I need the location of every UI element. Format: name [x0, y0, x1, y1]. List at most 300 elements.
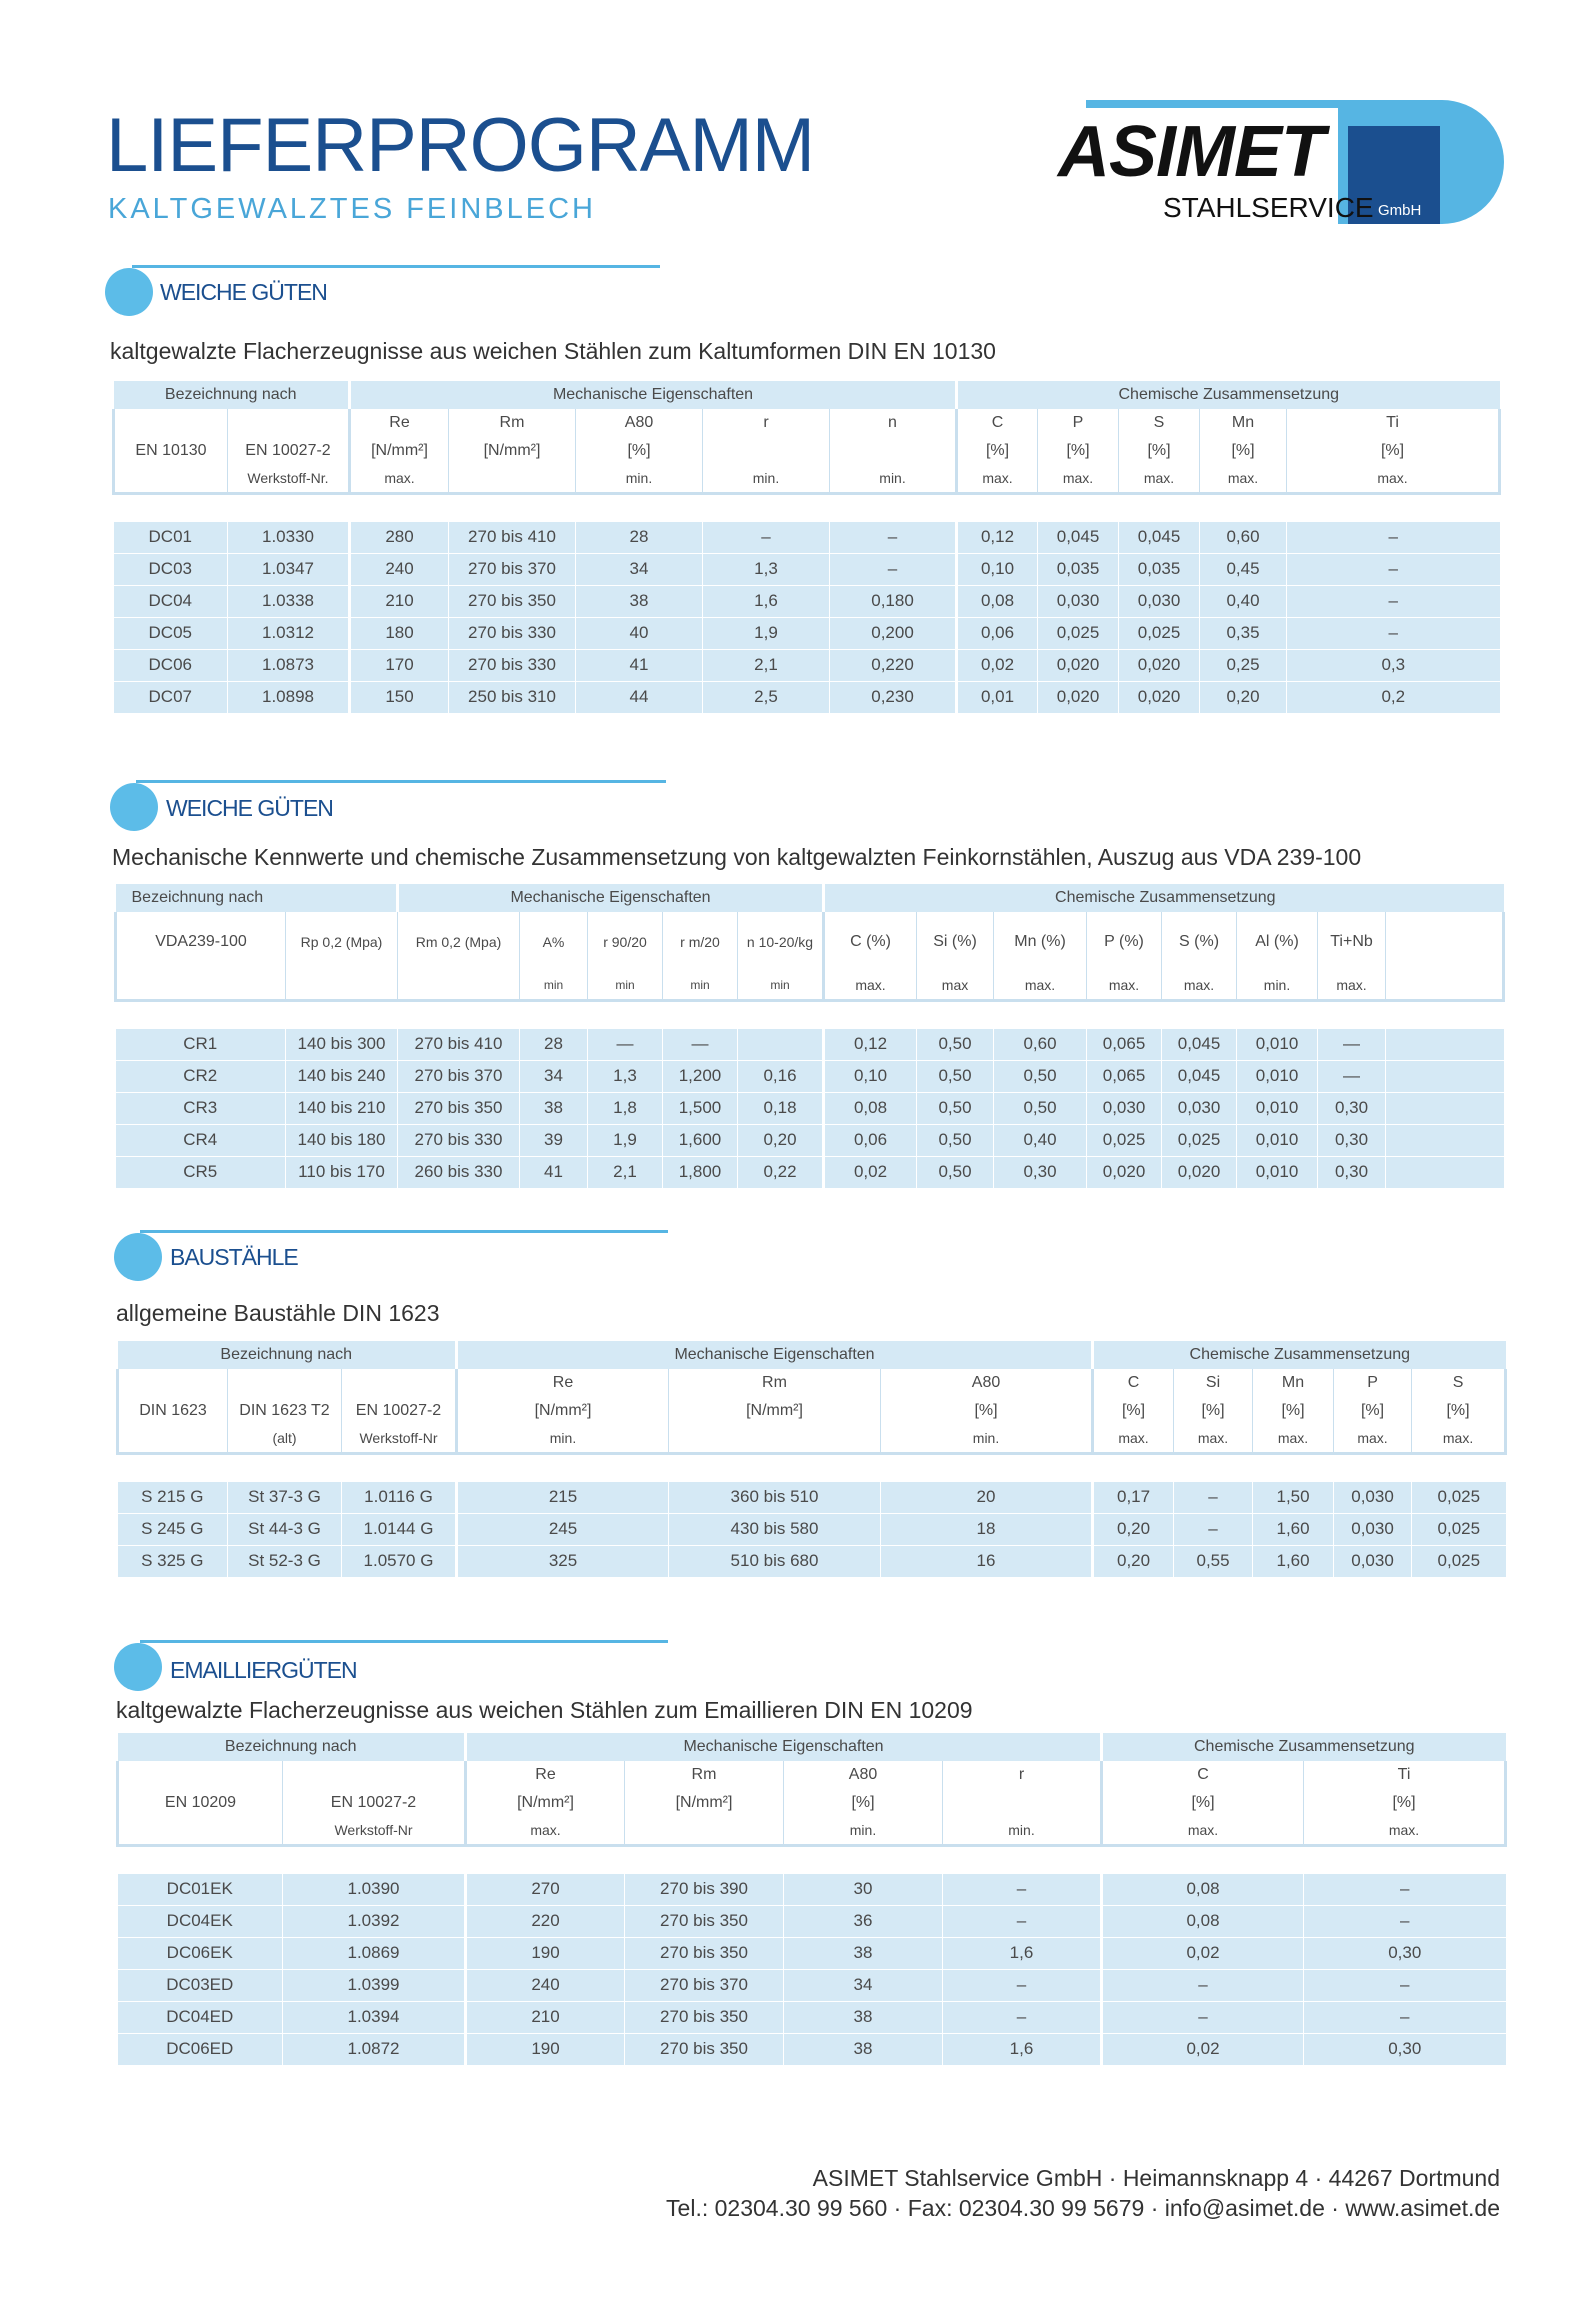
- table-cell: 18: [881, 1513, 1093, 1545]
- section-rule: [140, 1640, 668, 1643]
- table-row: [116, 1028, 1504, 1060]
- table-cell: 270 bis 370: [625, 1969, 784, 2001]
- page-subtitle: KALTGEWALZTES FEINBLECH: [108, 193, 596, 225]
- header-cell: [%]: [1334, 1397, 1412, 1425]
- header-cell: [943, 1789, 1102, 1817]
- table-row: [114, 585, 1500, 617]
- table-cell: 245: [457, 1513, 669, 1545]
- table-gap: [116, 1000, 1504, 1028]
- table-cell: 0,60: [1200, 521, 1287, 553]
- table-cell: 190: [466, 2033, 625, 2065]
- group-mechanisch: Mechanische Eigenschaften: [466, 1733, 1102, 1761]
- table-cell: 140 bis 240: [286, 1060, 398, 1092]
- header-cell: Rm: [669, 1369, 881, 1397]
- table-cell: DC06: [114, 649, 228, 681]
- table-cell: 1.0570 G: [342, 1545, 457, 1577]
- header-cell: [%]: [576, 437, 703, 465]
- header-cell: [118, 1761, 283, 1789]
- table-cell: DC04ED: [118, 2001, 283, 2033]
- table-cell: 0,030: [1038, 585, 1119, 617]
- table-baustaehle-din1623: [116, 1341, 1507, 1577]
- table-row: [116, 1156, 1504, 1188]
- table-cell: 215: [457, 1481, 669, 1513]
- group-chemisch: Chemische Zusammensetzung: [824, 884, 1504, 912]
- header-cell: Ti: [1287, 409, 1500, 437]
- header-cell: min.: [943, 1817, 1102, 1845]
- header-cell: [%]: [1304, 1789, 1506, 1817]
- table-cell: 0,045: [1119, 521, 1200, 553]
- table-row: [114, 553, 1500, 585]
- table-weiche-gueten-en10130: [112, 381, 1501, 713]
- header-cell: C: [1093, 1369, 1174, 1397]
- header-cell: Rm 0,2 (Mpa): [398, 912, 520, 972]
- header-cell: EN 10130: [114, 437, 228, 465]
- table-cell: 1.0338: [228, 585, 350, 617]
- table-cell: 430 bis 580: [669, 1513, 881, 1545]
- table-header-row: [114, 465, 1500, 493]
- table-cell: 0,030: [1087, 1092, 1162, 1124]
- table-cell: 0,01: [957, 681, 1038, 713]
- group-chemisch: Chemische Zusammensetzung: [957, 381, 1500, 409]
- table-cell: –: [1304, 1873, 1506, 1905]
- table-cell: 110 bis 170: [286, 1156, 398, 1188]
- table-cell: –: [1304, 2001, 1506, 2033]
- table-cell: 0,22: [738, 1156, 824, 1188]
- table-cell: 0,45: [1200, 553, 1287, 585]
- table-cell: 0,50: [994, 1092, 1087, 1124]
- header-cell: VDA239-100: [116, 912, 286, 972]
- table-row: [118, 1873, 1506, 1905]
- header-cell: [398, 972, 520, 1000]
- header-cell: max.: [1287, 465, 1500, 493]
- header-cell: [%]: [1287, 437, 1500, 465]
- header-cell: [%]: [1038, 437, 1119, 465]
- table-cell: –: [943, 2001, 1102, 2033]
- header-cell: EN 10209: [118, 1789, 283, 1817]
- table-cell: DC03ED: [118, 1969, 283, 2001]
- table-cell: [1386, 1028, 1504, 1060]
- header-cell: [%]: [1119, 437, 1200, 465]
- table-cell: 0,045: [1162, 1060, 1237, 1092]
- header-cell: max.: [1253, 1425, 1334, 1453]
- header-cell: Mn (%): [994, 912, 1087, 972]
- table-cell: 0,20: [738, 1124, 824, 1156]
- table-header-row: [116, 972, 1504, 1000]
- table-cell: 0,30: [1304, 2033, 1506, 2065]
- header-cell: min.: [1237, 972, 1318, 1000]
- table-cell: 210: [350, 585, 449, 617]
- table-cell: 0,50: [917, 1092, 994, 1124]
- table-cell: CR3: [116, 1092, 286, 1124]
- table-gap: [114, 493, 1500, 521]
- header-cell: [283, 1761, 466, 1789]
- table-cell: 270 bis 370: [398, 1060, 520, 1092]
- header-cell: S: [1119, 409, 1200, 437]
- table-cell: 1.0116 G: [342, 1481, 457, 1513]
- table-cell: 0,025: [1412, 1513, 1506, 1545]
- table-cell: 0,025: [1119, 617, 1200, 649]
- header-cell: [830, 437, 957, 465]
- header-cell: EN 10027-2: [342, 1397, 457, 1425]
- table-cell: 1,3: [703, 553, 830, 585]
- header-cell: Werkstoff-Nr: [283, 1817, 466, 1845]
- table-cell: 0,025: [1412, 1481, 1506, 1513]
- table-cell: 190: [466, 1937, 625, 1969]
- header-cell: max.: [1093, 1425, 1174, 1453]
- table-cell: 0,200: [830, 617, 957, 649]
- table-cell: 0,020: [1119, 681, 1200, 713]
- table-cell: S 215 G: [118, 1481, 228, 1513]
- header-cell: [%]: [1200, 437, 1287, 465]
- table-row: [118, 1905, 1506, 1937]
- table-cell: 41: [520, 1156, 588, 1188]
- table-cell: 0,50: [917, 1156, 994, 1188]
- table-cell: 0,30: [1318, 1156, 1386, 1188]
- table-cell: DC01EK: [118, 1873, 283, 1905]
- table-cell: 39: [520, 1124, 588, 1156]
- table-cell: 0,08: [957, 585, 1038, 617]
- header-cell: [342, 1369, 457, 1397]
- table-cell: 1,8: [588, 1092, 663, 1124]
- table-cell: –: [943, 1905, 1102, 1937]
- table-cell: 325: [457, 1545, 669, 1577]
- header-cell: [625, 1817, 784, 1845]
- table-cell: 270 bis 410: [398, 1028, 520, 1060]
- table-cell: 38: [784, 2001, 943, 2033]
- table-cell: 0,3: [1287, 649, 1500, 681]
- header-cell: Werkstoff-Nr: [342, 1425, 457, 1453]
- table-cell: 0,20: [1093, 1513, 1174, 1545]
- table-cell: 1.0872: [283, 2033, 466, 2065]
- table-row: [118, 1969, 1506, 2001]
- table-gap: [118, 1453, 1506, 1481]
- table-cell: 0,010: [1237, 1156, 1318, 1188]
- table-cell: 0,08: [824, 1092, 917, 1124]
- table-cell: 0,30: [1304, 1937, 1506, 1969]
- header-cell: [%]: [881, 1397, 1093, 1425]
- table-group-header: [118, 1341, 1506, 1369]
- table-cell: 20: [881, 1481, 1093, 1513]
- table-cell: 0,50: [917, 1028, 994, 1060]
- table-cell: [1386, 1156, 1504, 1188]
- header-cell: Re: [457, 1369, 669, 1397]
- table-cell: 0,030: [1334, 1481, 1412, 1513]
- table-cell: 250 bis 310: [449, 681, 576, 713]
- table-cell: CR4: [116, 1124, 286, 1156]
- section-description: Mechanische Kennwerte und chemische Zusammensetzung von kaltgewalzten Feinkornstählen, Auszug aus VDA 239-100: [112, 844, 1362, 870]
- header-cell: max.: [994, 972, 1087, 1000]
- header-cell: min: [588, 972, 663, 1000]
- table-cell: 0,08: [1102, 1905, 1304, 1937]
- table-cell: 0,20: [1093, 1545, 1174, 1577]
- table-cell: 270 bis 370: [449, 553, 576, 585]
- header-cell: S: [1412, 1369, 1506, 1397]
- header-cell: min: [738, 972, 824, 1000]
- table-header-row: [118, 1817, 1506, 1845]
- table-header-row: [118, 1425, 1506, 1453]
- header-cell: Si: [1174, 1369, 1253, 1397]
- table-cell: DC01: [114, 521, 228, 553]
- table-cell: 0,030: [1334, 1545, 1412, 1577]
- table-group-header: [114, 381, 1500, 409]
- header-cell: [N/mm²]: [625, 1789, 784, 1817]
- table-cell: 270 bis 330: [449, 649, 576, 681]
- header-cell: Ti: [1304, 1761, 1506, 1789]
- header-cell: [118, 1369, 228, 1397]
- header-cell: max.: [1200, 465, 1287, 493]
- section-title: WEICHE GÜTEN: [160, 279, 327, 305]
- table-cell: 1,200: [663, 1060, 738, 1092]
- section-dot-icon: [110, 783, 158, 831]
- header-cell: [%]: [1412, 1397, 1506, 1425]
- table-header-row: [114, 437, 1500, 465]
- table-cell: DC05: [114, 617, 228, 649]
- table-header-row: [118, 1397, 1506, 1425]
- table-cell: 170: [350, 649, 449, 681]
- table-cell: 1,50: [1253, 1481, 1334, 1513]
- table-cell: 0,065: [1087, 1028, 1162, 1060]
- table-cell: S 325 G: [118, 1545, 228, 1577]
- table-cell: 0,035: [1119, 553, 1200, 585]
- table-cell: 0,50: [917, 1060, 994, 1092]
- table-cell: 0,010: [1237, 1124, 1318, 1156]
- company-logo: [1058, 100, 1504, 224]
- header-cell: [114, 465, 228, 493]
- header-cell: A80: [881, 1369, 1093, 1397]
- header-cell: r m/20: [663, 912, 738, 972]
- header-cell: [1386, 972, 1504, 1000]
- table-cell: DC04: [114, 585, 228, 617]
- table-cell: 270 bis 350: [398, 1092, 520, 1124]
- table-header-row: [118, 1369, 1506, 1397]
- header-cell: Ti+Nb: [1318, 912, 1386, 972]
- header-cell: [228, 409, 350, 437]
- table-cell: 180: [350, 617, 449, 649]
- table-header-row: [114, 409, 1500, 437]
- header-cell: max.: [1412, 1425, 1506, 1453]
- table-cell: –: [1287, 521, 1500, 553]
- table-cell: –: [830, 521, 957, 553]
- table-cell: 0,010: [1237, 1060, 1318, 1092]
- table-cell: 0,30: [1318, 1124, 1386, 1156]
- page-title: LIEFERPROGRAMM: [106, 103, 815, 188]
- table-cell: 1,9: [703, 617, 830, 649]
- header-cell: min.: [784, 1817, 943, 1845]
- table-row: [114, 649, 1500, 681]
- header-cell: min.: [703, 465, 830, 493]
- header-cell: EN 10027-2: [228, 437, 350, 465]
- table-cell: 0,20: [1200, 681, 1287, 713]
- header-cell: [669, 1425, 881, 1453]
- table-cell: 1,60: [1253, 1513, 1334, 1545]
- group-mechanisch: Mechanische Eigenschaften: [457, 1341, 1093, 1369]
- table-cell: 36: [784, 1905, 943, 1937]
- table-cell: –: [1102, 1969, 1304, 2001]
- table-cell: –: [1174, 1481, 1253, 1513]
- table-cell: St 37-3 G: [228, 1481, 342, 1513]
- table-cell: [738, 1028, 824, 1060]
- header-cell: Rp 0,2 (Mpa): [286, 912, 398, 972]
- table-cell: DC03: [114, 553, 228, 585]
- header-cell: [118, 1425, 228, 1453]
- table-cell: 0,02: [824, 1156, 917, 1188]
- table-cell: 1.0347: [228, 553, 350, 585]
- table-cell: 1,6: [703, 585, 830, 617]
- table-cell: 150: [350, 681, 449, 713]
- table-cell: 270: [466, 1873, 625, 1905]
- table-cell: 0,60: [994, 1028, 1087, 1060]
- header-cell: [116, 972, 286, 1000]
- header-cell: max.: [1304, 1817, 1506, 1845]
- table-cell: 0,02: [1102, 1937, 1304, 1969]
- table-cell: 1,60: [1253, 1545, 1334, 1577]
- header-cell: [%]: [1093, 1397, 1174, 1425]
- header-cell: min.: [457, 1425, 669, 1453]
- table-cell: 16: [881, 1545, 1093, 1577]
- table-cell: 1,9: [588, 1124, 663, 1156]
- footer-contact: Tel.: 02304.30 99 560 · Fax: 02304.30 99 5679 · info@asimet.de · www.asimet.de: [666, 2195, 1500, 2221]
- table-cell: [1386, 1092, 1504, 1124]
- header-cell: max.: [1102, 1817, 1304, 1845]
- header-cell: [1386, 912, 1504, 972]
- table-cell: 1,3: [588, 1060, 663, 1092]
- header-cell: Al (%): [1237, 912, 1318, 972]
- table-cell: 0,02: [1102, 2033, 1304, 2065]
- table-cell: 2,1: [588, 1156, 663, 1188]
- table-cell: 0,40: [994, 1124, 1087, 1156]
- table-cell: 240: [350, 553, 449, 585]
- table-row: [114, 521, 1500, 553]
- header-cell: P (%): [1087, 912, 1162, 972]
- table-cell: 0,020: [1087, 1156, 1162, 1188]
- table-cell: 0,030: [1162, 1092, 1237, 1124]
- header-cell: C: [957, 409, 1038, 437]
- table-cell: 270 bis 330: [449, 617, 576, 649]
- table-cell: 38: [784, 2033, 943, 2065]
- table-cell: 1.0869: [283, 1937, 466, 1969]
- section-rule: [136, 780, 666, 783]
- table-group-header: [118, 1733, 1506, 1761]
- table-cell: 1.0312: [228, 617, 350, 649]
- table-row: [116, 1060, 1504, 1092]
- table-cell: 270 bis 350: [449, 585, 576, 617]
- table-cell: 0,18: [738, 1092, 824, 1124]
- table-cell: 0,035: [1038, 553, 1119, 585]
- table-cell: 34: [576, 553, 703, 585]
- section-description: kaltgewalzte Flacherzeugnisse aus weichen Stählen zum Kaltumformen DIN EN 10130: [110, 338, 996, 364]
- table-cell: 2,1: [703, 649, 830, 681]
- table-cell: 1.0873: [228, 649, 350, 681]
- header-cell: [703, 437, 830, 465]
- table-cell: 240: [466, 1969, 625, 2001]
- table-cell: 0,2: [1287, 681, 1500, 713]
- section-title: EMAILLIERGÜTEN: [170, 1657, 357, 1683]
- table-row: [118, 2033, 1506, 2065]
- table-row: [114, 681, 1500, 713]
- header-cell: [N/mm²]: [466, 1789, 625, 1817]
- table-cell: 0,030: [1334, 1513, 1412, 1545]
- header-cell: [228, 1369, 342, 1397]
- header-cell: P: [1038, 409, 1119, 437]
- table-cell: 0,180: [830, 585, 957, 617]
- table-cell: 0,010: [1237, 1028, 1318, 1060]
- header-cell: [N/mm²]: [457, 1397, 669, 1425]
- header-cell: min: [520, 972, 588, 1000]
- header-cell: DIN 1623 T2: [228, 1397, 342, 1425]
- table-cell: –: [830, 553, 957, 585]
- header-cell: min.: [576, 465, 703, 493]
- table-cell: 0,020: [1038, 649, 1119, 681]
- table-cell: DC06EK: [118, 1937, 283, 1969]
- table-cell: 38: [520, 1092, 588, 1124]
- footer-address: ASIMET Stahlservice GmbH · Heimannsknapp 4 · 44267 Dortmund: [812, 2165, 1500, 2191]
- table-cell: 0,065: [1087, 1060, 1162, 1092]
- header-cell: [%]: [957, 437, 1038, 465]
- table-cell: —: [1318, 1028, 1386, 1060]
- table-cell: 270 bis 410: [449, 521, 576, 553]
- table-cell: 1,800: [663, 1156, 738, 1188]
- table-cell: 140 bis 180: [286, 1124, 398, 1156]
- table-cell: 34: [520, 1060, 588, 1092]
- table-cell: DC04EK: [118, 1905, 283, 1937]
- table-cell: 0,06: [957, 617, 1038, 649]
- section-rule: [132, 265, 660, 268]
- table-cell: 270 bis 350: [625, 2001, 784, 2033]
- table-cell: DC07: [114, 681, 228, 713]
- header-cell: r 90/20: [588, 912, 663, 972]
- table-cell: 0,10: [824, 1060, 917, 1092]
- table-cell: 210: [466, 2001, 625, 2033]
- table-cell: 0,10: [957, 553, 1038, 585]
- table-cell: 0,40: [1200, 585, 1287, 617]
- table-cell: DC06ED: [118, 2033, 283, 2065]
- table-cell: 0,06: [824, 1124, 917, 1156]
- table-cell: 1.0392: [283, 1905, 466, 1937]
- table-cell: St 52-3 G: [228, 1545, 342, 1577]
- table-row: [118, 1545, 1506, 1577]
- header-cell: r: [943, 1761, 1102, 1789]
- header-cell: r: [703, 409, 830, 437]
- table-cell: 0,50: [994, 1060, 1087, 1092]
- group-mechanisch: Mechanische Eigenschaften: [398, 884, 824, 912]
- group-bezeichnung: Bezeichnung nach: [118, 1341, 457, 1369]
- table-cell: 260 bis 330: [398, 1156, 520, 1188]
- table-row: [118, 1481, 1506, 1513]
- header-cell: [%]: [1102, 1789, 1304, 1817]
- header-cell: max.: [1174, 1425, 1253, 1453]
- table-cell: 38: [576, 585, 703, 617]
- table-cell: 0,02: [957, 649, 1038, 681]
- header-cell: Re: [466, 1761, 625, 1789]
- table-cell: 270 bis 390: [625, 1873, 784, 1905]
- header-cell: [N/mm²]: [449, 437, 576, 465]
- group-mechanisch: Mechanische Eigenschaften: [350, 381, 957, 409]
- table-cell: –: [1287, 617, 1500, 649]
- logo-bar: [1086, 100, 1386, 108]
- table-cell: 0,020: [1119, 649, 1200, 681]
- table-cell: 140 bis 210: [286, 1092, 398, 1124]
- table-cell: 28: [520, 1028, 588, 1060]
- table-cell: 0,045: [1162, 1028, 1237, 1060]
- section-dot-icon: [105, 268, 153, 316]
- table-cell: 1.0390: [283, 1873, 466, 1905]
- table-cell: 0,220: [830, 649, 957, 681]
- table-cell: 0,08: [1102, 1873, 1304, 1905]
- table-cell: 0,17: [1093, 1481, 1174, 1513]
- header-cell: [%]: [1174, 1397, 1253, 1425]
- header-cell: max: [917, 972, 994, 1000]
- group-chemisch: Chemische Zusammensetzung: [1102, 1733, 1506, 1761]
